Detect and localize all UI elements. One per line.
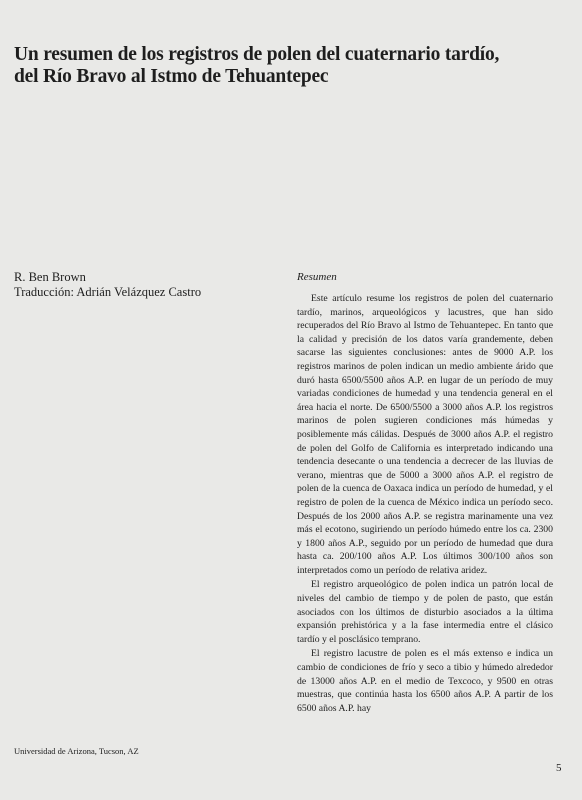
author-name: R. Ben Brown (14, 270, 86, 284)
abstract-paragraph: Este artículo resume los registros de polen del cuaternario tardío, marinos, arqueológicos y lacustres, que han sido recuperados del Río Bravo al Istmo de Tehuantepec. En tanto que la calidad y precisión de los datos varía grandemente, deben sacarse las siguientes conclusiones: antes de 9000 A.P. los registros marinos de polen indican un medio ambiente árido que duró hasta 6500/5500 años A.P. en lugar de un período de muy variadas condiciones de humedad y una tendencia general en el área hacia el norte. De 6500/5500 a 3000 años A.P. los registros marinos de polen sugieren condiciones más húmedas y posiblemente más cálidas. Después de 3000 años A.P. el registro de polen del Golfo de California es interpretado indicando una tendencia desecante o una tendencia a decrecer de las lluvias de verano, mientras que de 5000 a 3000 años A.P. el registro de polen de la cuenca de Oaxaca indica un período de humedad, y el registro de polen de la cuenca de México indica un período seco. Después de los 2000 años A.P. se registra marinamente una vez más el ecotono, sugiriendo un período húmedo entre los ca. 2300 y 1800 años A.P., seguido por un período de humedad que dura hasta ca. 200/100 años A.P. Los últimos 300/100 años son interpretados como un período de relativa aridez. (297, 293, 553, 576)
translator-credit: Traducción: Adrián Velázquez Castro (14, 285, 202, 299)
abstract-body (297, 292, 553, 715)
title-line: del Río Bravo al Istmo de Tehuantepec (14, 66, 329, 87)
abstract-paragraph: El registro arqueológico de polen indica un patrón local de niveles del cambio de tiempo y de polen de pasto, que están asociados con los últimos de disturbio asociados a la última expansión prehistórica y a la fase intermedia entre el clásico tardío y el posclásico temprano. (297, 579, 553, 645)
abstract-heading: Resumen (297, 271, 337, 283)
author-affiliation: Universidad de Arizona, Tucson, AZ (14, 746, 139, 756)
abstract-paragraph: El registro lacustre de polen es el más extenso e indica un cambio de condiciones de frío y seco a tibio y húmedo alrededor de 13000 años A.P. en el medio de Texcoco, y 9500 en otras muestras, que continúa hasta los 6500 años A.P. A partir de los 6500 años A.P. hay (297, 648, 553, 714)
article-title (14, 44, 534, 88)
title-line: Un resumen de los registros de polen del cuaternario tardío, (14, 44, 500, 65)
author-block (14, 270, 274, 300)
page-number: 5 (556, 762, 562, 774)
